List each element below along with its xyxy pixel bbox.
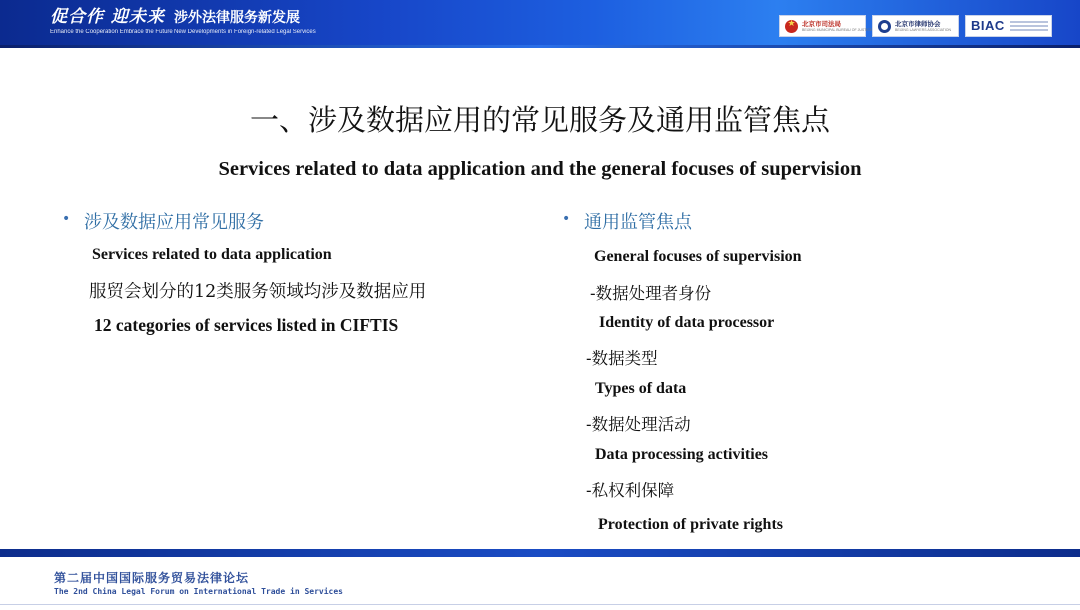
bullet-icon: • (62, 211, 71, 227)
left-heading-en: Services related to data application (92, 246, 332, 263)
focus-item-en: Data processing activities (595, 446, 769, 463)
logo-1-text: 北京市司法局 (802, 20, 841, 28)
logo-beijing-justice-bureau (779, 15, 873, 37)
logo-2-sub: BEIJING LAWYERS ASSOCIATION (895, 28, 952, 32)
focus-item-en: Protection of private rights (598, 516, 783, 533)
header-banner (0, 0, 1080, 48)
focus-item-en: Identity of data processor (599, 314, 775, 331)
right-heading-cn: 通用监管焦点 (584, 212, 692, 233)
logo-2-text: 北京市律师协会 (895, 20, 941, 28)
focus-item-cn: -数据类型 (586, 349, 658, 368)
slogan (50, 6, 173, 36)
focus-item-cn: -数据处理者身份 (590, 284, 712, 303)
page-title-cn: 一、涉及数据应用的常见服务及通用监管焦点 (249, 103, 830, 137)
slogan-cn: 促合作 迎未来 (50, 7, 165, 27)
right-heading-en: General focuses of supervision (594, 248, 802, 265)
logo-1-sub: BEIJING MUNICIPAL BUREAU OF JUSTICE (802, 28, 873, 32)
blue-emblem-icon (878, 20, 891, 33)
left-body-en: 12 categories of services listed in CIFTIS (94, 315, 399, 335)
focus-item-cn: -数据处理活动 (586, 415, 691, 434)
footer-band (0, 549, 1080, 557)
left-heading-cn: 涉及数据应用常见服务 (84, 212, 264, 233)
page-title-en: Services related to data application and the general focuses of supervision (218, 158, 862, 180)
theme-en: New Developments in Foreign-related Legal Services (174, 29, 316, 35)
focus-item-en: Types of data (595, 380, 687, 397)
theme-cn: 涉外法律服务新发展 (174, 10, 300, 26)
logo-beijing-lawyers-association (872, 15, 959, 37)
footer-forum-name-cn: 第二届中国国际服务贸易法律论坛 (54, 571, 250, 585)
red-emblem-icon (785, 20, 798, 33)
bullet-icon: • (562, 211, 571, 227)
slogan-en: Enhance the Cooperation Embrace the Future (50, 29, 173, 35)
focus-item-cn: -私权利保障 (586, 481, 675, 500)
biac-lines-decoration (1010, 21, 1048, 31)
logo-biac (965, 15, 1052, 37)
biac-logo: BIAC (971, 18, 1005, 33)
footer-divider (0, 604, 1080, 605)
forum-theme (174, 8, 316, 36)
footer-forum-name-en: The 2nd China Legal Forum on International Trade in Services (54, 587, 343, 596)
left-body-cn: 服贸会划分的12类服务领域均涉及数据应用 (89, 282, 427, 302)
